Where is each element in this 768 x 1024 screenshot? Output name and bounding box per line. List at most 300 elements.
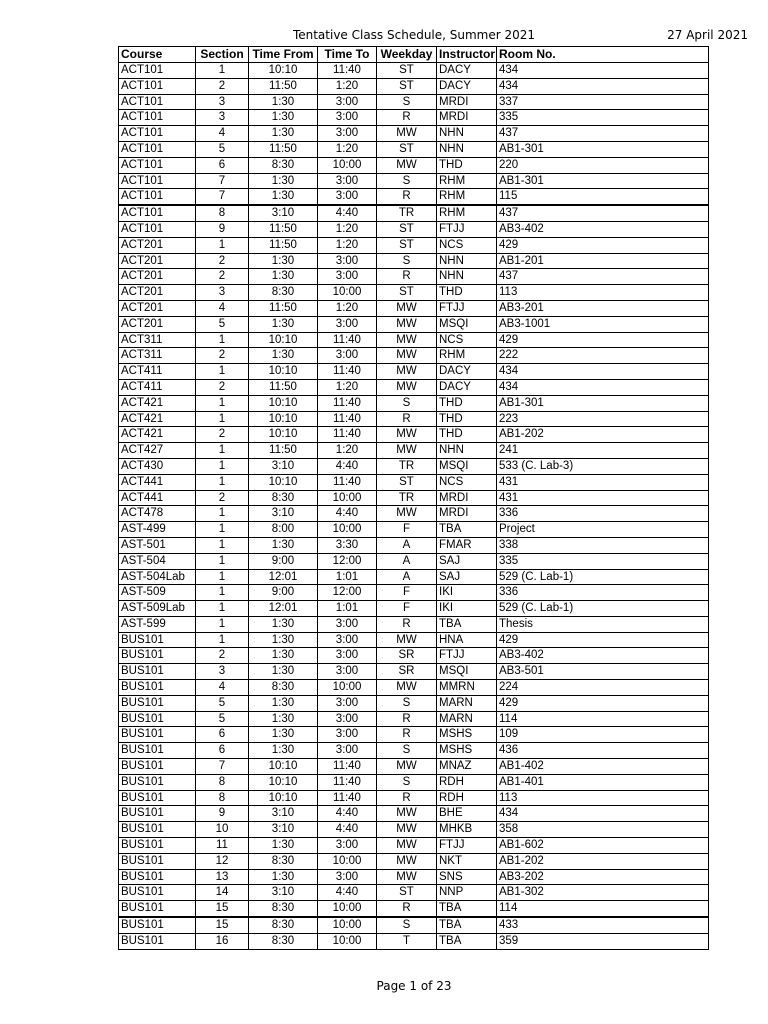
cell-time-to: 11:40 — [318, 411, 377, 427]
cell-room-no: 113 — [497, 790, 709, 806]
cell-room-no: 529 (C. Lab-1) — [497, 569, 709, 585]
cell-section: 2 — [196, 269, 249, 285]
cell-room-no: AB3-402 — [497, 648, 709, 664]
cell-instructor: NNP — [437, 885, 497, 901]
cell-time-from: 1:30 — [249, 110, 318, 126]
table-row — [119, 553, 709, 569]
cell-section: 1 — [196, 632, 249, 648]
cell-room-no: 429 — [497, 632, 709, 648]
cell-time-from: 1:30 — [249, 316, 318, 332]
cell-instructor: MNAZ — [437, 759, 497, 775]
cell-weekday: ST — [377, 78, 437, 94]
cell-section: 10 — [196, 822, 249, 838]
cell-section: 2 — [196, 348, 249, 364]
cell-weekday: R — [377, 411, 437, 427]
cell-time-from: 10:10 — [249, 759, 318, 775]
cell-room-no: 222 — [497, 348, 709, 364]
cell-instructor: NHN — [437, 253, 497, 269]
cell-section: 5 — [196, 711, 249, 727]
cell-instructor: MRDI — [437, 110, 497, 126]
cell-instructor: FTJJ — [437, 838, 497, 854]
cell-time-to: 10:00 — [318, 933, 377, 949]
cell-course: BUS101 — [119, 822, 196, 838]
cell-time-from: 1:30 — [249, 632, 318, 648]
table-row — [119, 173, 709, 189]
cell-time-to: 11:40 — [318, 63, 377, 79]
cell-weekday: MW — [377, 838, 437, 854]
cell-time-to: 4:40 — [318, 205, 377, 221]
cell-course: ACT101 — [119, 157, 196, 173]
document-title: Tentative Class Schedule, Summer 2021 — [292, 28, 536, 42]
table-row — [119, 348, 709, 364]
cell-time-from: 11:50 — [249, 443, 318, 459]
cell-weekday: ST — [377, 141, 437, 157]
cell-time-from: 9:00 — [249, 553, 318, 569]
table-row — [119, 506, 709, 522]
cell-room-no: 434 — [497, 78, 709, 94]
cell-section: 1 — [196, 443, 249, 459]
cell-time-to: 11:40 — [318, 474, 377, 490]
cell-instructor: FTJJ — [437, 300, 497, 316]
cell-time-to: 3:00 — [318, 727, 377, 743]
cell-section: 1 — [196, 332, 249, 348]
cell-instructor: RHM — [437, 348, 497, 364]
cell-room-no: 335 — [497, 110, 709, 126]
column-header-instructor: Instructor — [437, 47, 497, 63]
cell-weekday: R — [377, 901, 437, 917]
table-row — [119, 585, 709, 601]
cell-weekday: MW — [377, 806, 437, 822]
cell-section: 4 — [196, 300, 249, 316]
cell-instructor: SNS — [437, 869, 497, 885]
cell-course: ACT430 — [119, 458, 196, 474]
cell-room-no: 358 — [497, 822, 709, 838]
table-row — [119, 205, 709, 221]
table-row — [119, 253, 709, 269]
cell-time-to: 3:00 — [318, 269, 377, 285]
cell-weekday: R — [377, 110, 437, 126]
table-row — [119, 601, 709, 617]
cell-weekday: MW — [377, 822, 437, 838]
table-header — [119, 47, 709, 63]
cell-course: BUS101 — [119, 917, 196, 933]
cell-time-from: 10:10 — [249, 474, 318, 490]
cell-section: 1 — [196, 458, 249, 474]
cell-time-to: 10:00 — [318, 490, 377, 506]
cell-room-no: 429 — [497, 237, 709, 253]
column-header-weekday: Weekday — [377, 47, 437, 63]
column-header-section: Section — [196, 47, 249, 63]
table-row — [119, 157, 709, 173]
page-number: Page 1 of 23 — [376, 979, 452, 993]
cell-room-no: 434 — [497, 63, 709, 79]
table-row — [119, 885, 709, 901]
cell-time-from: 1:30 — [249, 616, 318, 632]
cell-section: 4 — [196, 126, 249, 142]
cell-course: AST-504 — [119, 553, 196, 569]
cell-course: BUS101 — [119, 869, 196, 885]
cell-weekday: MW — [377, 759, 437, 775]
cell-instructor: TBA — [437, 616, 497, 632]
cell-time-to: 11:40 — [318, 332, 377, 348]
cell-section: 7 — [196, 173, 249, 189]
cell-course: ACT201 — [119, 300, 196, 316]
cell-course: BUS101 — [119, 933, 196, 949]
cell-time-from: 3:10 — [249, 806, 318, 822]
cell-instructor: TBA — [437, 917, 497, 933]
cell-course: ACT101 — [119, 63, 196, 79]
table-row — [119, 711, 709, 727]
cell-time-from: 10:10 — [249, 63, 318, 79]
cell-room-no: 115 — [497, 189, 709, 205]
cell-course: ACT201 — [119, 285, 196, 301]
table-row — [119, 126, 709, 142]
cell-instructor: DACY — [437, 364, 497, 380]
column-header-time-to: Time To — [318, 47, 377, 63]
cell-weekday: MW — [377, 632, 437, 648]
cell-time-from: 8:30 — [249, 917, 318, 933]
cell-room-no: 431 — [497, 474, 709, 490]
cell-time-from: 8:30 — [249, 285, 318, 301]
cell-room-no: AB1-201 — [497, 253, 709, 269]
cell-time-from: 1:30 — [249, 348, 318, 364]
cell-weekday: S — [377, 743, 437, 759]
cell-instructor: FTJJ — [437, 221, 497, 237]
cell-time-to: 1:20 — [318, 443, 377, 459]
cell-section: 2 — [196, 78, 249, 94]
cell-time-from: 1:30 — [249, 838, 318, 854]
cell-instructor: HNA — [437, 632, 497, 648]
cell-time-from: 8:00 — [249, 522, 318, 538]
cell-time-to: 4:40 — [318, 885, 377, 901]
table-row — [119, 110, 709, 126]
cell-weekday: R — [377, 616, 437, 632]
cell-time-to: 11:40 — [318, 427, 377, 443]
cell-time-to: 3:00 — [318, 743, 377, 759]
cell-section: 1 — [196, 553, 249, 569]
cell-weekday: S — [377, 395, 437, 411]
cell-time-to: 3:00 — [318, 253, 377, 269]
cell-instructor: THD — [437, 427, 497, 443]
table-row — [119, 443, 709, 459]
cell-room-no: 529 (C. Lab-1) — [497, 601, 709, 617]
table-row — [119, 838, 709, 854]
column-header-course: Course — [119, 47, 196, 63]
cell-course: ACT427 — [119, 443, 196, 459]
cell-weekday: MW — [377, 364, 437, 380]
cell-time-to: 3:00 — [318, 664, 377, 680]
table-row — [119, 490, 709, 506]
cell-room-no: 220 — [497, 157, 709, 173]
cell-room-no: 436 — [497, 743, 709, 759]
table-row — [119, 269, 709, 285]
table-row — [119, 917, 709, 933]
cell-instructor: THD — [437, 411, 497, 427]
cell-time-to: 1:20 — [318, 78, 377, 94]
cell-weekday: T — [377, 933, 437, 949]
cell-weekday: SR — [377, 664, 437, 680]
cell-time-from: 1:30 — [249, 648, 318, 664]
cell-course: BUS101 — [119, 901, 196, 917]
cell-course: AST-509Lab — [119, 601, 196, 617]
cell-weekday: R — [377, 189, 437, 205]
cell-section: 1 — [196, 537, 249, 553]
table-row — [119, 411, 709, 427]
cell-time-to: 11:40 — [318, 759, 377, 775]
cell-time-to: 1:20 — [318, 141, 377, 157]
cell-room-no: AB1-301 — [497, 141, 709, 157]
cell-instructor: NCS — [437, 237, 497, 253]
cell-instructor: FMAR — [437, 537, 497, 553]
table-row — [119, 774, 709, 790]
cell-weekday: F — [377, 522, 437, 538]
cell-time-to: 11:40 — [318, 364, 377, 380]
cell-course: ACT101 — [119, 221, 196, 237]
cell-time-to: 3:00 — [318, 110, 377, 126]
cell-time-to: 3:00 — [318, 348, 377, 364]
table-row — [119, 364, 709, 380]
cell-section: 8 — [196, 774, 249, 790]
cell-room-no: AB3-501 — [497, 664, 709, 680]
cell-time-to: 3:00 — [318, 869, 377, 885]
cell-course: ACT101 — [119, 189, 196, 205]
cell-course: BUS101 — [119, 885, 196, 901]
cell-course: ACT478 — [119, 506, 196, 522]
cell-instructor: NCS — [437, 474, 497, 490]
cell-time-from: 9:00 — [249, 585, 318, 601]
cell-section: 5 — [196, 141, 249, 157]
cell-instructor: MRDI — [437, 506, 497, 522]
cell-section: 1 — [196, 506, 249, 522]
table-row — [119, 901, 709, 917]
cell-time-from: 8:30 — [249, 490, 318, 506]
cell-section: 9 — [196, 806, 249, 822]
cell-time-to: 10:00 — [318, 157, 377, 173]
cell-course: ACT201 — [119, 269, 196, 285]
cell-time-from: 11:50 — [249, 221, 318, 237]
cell-weekday: S — [377, 173, 437, 189]
cell-time-to: 3:00 — [318, 173, 377, 189]
class-schedule-table — [118, 46, 709, 950]
cell-time-to: 4:40 — [318, 458, 377, 474]
cell-course: ACT101 — [119, 126, 196, 142]
cell-course: BUS101 — [119, 680, 196, 696]
table-row — [119, 300, 709, 316]
cell-weekday: ST — [377, 237, 437, 253]
cell-section: 15 — [196, 917, 249, 933]
cell-weekday: S — [377, 695, 437, 711]
cell-course: ACT421 — [119, 411, 196, 427]
cell-time-from: 1:30 — [249, 537, 318, 553]
table-row — [119, 695, 709, 711]
cell-weekday: R — [377, 727, 437, 743]
table-row — [119, 933, 709, 949]
cell-room-no: 429 — [497, 332, 709, 348]
cell-room-no: 431 — [497, 490, 709, 506]
cell-section: 1 — [196, 364, 249, 380]
table-row — [119, 221, 709, 237]
cell-room-no: 337 — [497, 94, 709, 110]
table-row — [119, 285, 709, 301]
cell-section: 1 — [196, 569, 249, 585]
cell-course: ACT101 — [119, 78, 196, 94]
cell-time-from: 3:10 — [249, 458, 318, 474]
table-row — [119, 474, 709, 490]
cell-time-to: 3:00 — [318, 616, 377, 632]
cell-room-no: 241 — [497, 443, 709, 459]
cell-room-no: AB1-302 — [497, 885, 709, 901]
cell-time-from: 1:30 — [249, 94, 318, 110]
cell-room-no: 437 — [497, 126, 709, 142]
cell-course: BUS101 — [119, 711, 196, 727]
cell-weekday: SR — [377, 648, 437, 664]
cell-instructor: MSQI — [437, 316, 497, 332]
table-row — [119, 427, 709, 443]
table-row — [119, 632, 709, 648]
cell-time-to: 10:00 — [318, 917, 377, 933]
cell-weekday: R — [377, 269, 437, 285]
cell-room-no: 434 — [497, 379, 709, 395]
cell-time-from: 1:30 — [249, 664, 318, 680]
cell-instructor: DACY — [437, 63, 497, 79]
cell-instructor: THD — [437, 285, 497, 301]
cell-instructor: NHN — [437, 269, 497, 285]
cell-section: 1 — [196, 474, 249, 490]
cell-course: BUS101 — [119, 838, 196, 854]
cell-time-from: 12:01 — [249, 569, 318, 585]
cell-section: 1 — [196, 585, 249, 601]
document-date: 27 April 2021 — [667, 28, 748, 42]
cell-instructor: SAJ — [437, 569, 497, 585]
cell-weekday: ST — [377, 885, 437, 901]
cell-room-no: AB1-301 — [497, 395, 709, 411]
cell-weekday: ST — [377, 285, 437, 301]
cell-instructor: RHM — [437, 205, 497, 221]
cell-room-no: 336 — [497, 506, 709, 522]
cell-instructor: TBA — [437, 933, 497, 949]
cell-course: ACT101 — [119, 205, 196, 221]
cell-section: 1 — [196, 63, 249, 79]
cell-instructor: NCS — [437, 332, 497, 348]
table-body — [119, 63, 709, 950]
cell-time-to: 11:40 — [318, 774, 377, 790]
table-row — [119, 806, 709, 822]
cell-section: 16 — [196, 933, 249, 949]
table-row — [119, 395, 709, 411]
cell-section: 6 — [196, 727, 249, 743]
cell-room-no: AB1-602 — [497, 838, 709, 854]
cell-instructor: NHN — [437, 126, 497, 142]
cell-time-to: 1:20 — [318, 237, 377, 253]
cell-course: AST-499 — [119, 522, 196, 538]
cell-instructor: RHM — [437, 173, 497, 189]
table-row — [119, 822, 709, 838]
table-row — [119, 759, 709, 775]
cell-time-to: 12:00 — [318, 585, 377, 601]
cell-section: 2 — [196, 490, 249, 506]
cell-weekday: MW — [377, 443, 437, 459]
table-row — [119, 379, 709, 395]
cell-time-to: 1:01 — [318, 601, 377, 617]
cell-time-from: 1:30 — [249, 695, 318, 711]
cell-instructor: BHE — [437, 806, 497, 822]
table-row — [119, 727, 709, 743]
cell-weekday: MW — [377, 506, 437, 522]
table-row — [119, 790, 709, 806]
table-row — [119, 63, 709, 79]
table-row — [119, 664, 709, 680]
cell-section: 8 — [196, 205, 249, 221]
cell-time-from: 3:10 — [249, 205, 318, 221]
cell-section: 8 — [196, 790, 249, 806]
cell-weekday: ST — [377, 63, 437, 79]
table-row — [119, 141, 709, 157]
cell-room-no: 338 — [497, 537, 709, 553]
cell-course: ACT441 — [119, 490, 196, 506]
cell-time-from: 12:01 — [249, 601, 318, 617]
cell-course: ACT201 — [119, 316, 196, 332]
cell-section: 5 — [196, 695, 249, 711]
cell-room-no: 114 — [497, 711, 709, 727]
cell-time-to: 3:00 — [318, 648, 377, 664]
cell-section: 7 — [196, 759, 249, 775]
cell-instructor: TBA — [437, 901, 497, 917]
cell-time-to: 12:00 — [318, 553, 377, 569]
cell-instructor: MSHS — [437, 743, 497, 759]
cell-weekday: MW — [377, 126, 437, 142]
cell-weekday: A — [377, 569, 437, 585]
cell-section: 5 — [196, 316, 249, 332]
cell-instructor: NHN — [437, 141, 497, 157]
cell-time-from: 10:10 — [249, 332, 318, 348]
cell-time-to: 10:00 — [318, 680, 377, 696]
cell-course: AST-599 — [119, 616, 196, 632]
cell-weekday: MW — [377, 348, 437, 364]
cell-room-no: AB1-202 — [497, 427, 709, 443]
header-row — [119, 47, 709, 63]
cell-course: BUS101 — [119, 695, 196, 711]
cell-time-to: 1:20 — [318, 300, 377, 316]
cell-time-from: 1:30 — [249, 869, 318, 885]
cell-room-no: 429 — [497, 695, 709, 711]
cell-instructor: MSQI — [437, 664, 497, 680]
table-row — [119, 569, 709, 585]
cell-instructor: DACY — [437, 379, 497, 395]
cell-course: AST-504Lab — [119, 569, 196, 585]
cell-instructor: MSQI — [437, 458, 497, 474]
cell-room-no: AB1-202 — [497, 853, 709, 869]
cell-section: 1 — [196, 616, 249, 632]
cell-time-to: 1:20 — [318, 221, 377, 237]
cell-time-to: 3:30 — [318, 537, 377, 553]
cell-weekday: MW — [377, 316, 437, 332]
cell-time-to: 1:01 — [318, 569, 377, 585]
cell-instructor: THD — [437, 157, 497, 173]
cell-weekday: MW — [377, 680, 437, 696]
cell-time-to: 11:40 — [318, 395, 377, 411]
cell-weekday: TR — [377, 205, 437, 221]
cell-section: 3 — [196, 664, 249, 680]
cell-section: 2 — [196, 648, 249, 664]
table-row — [119, 648, 709, 664]
cell-weekday: R — [377, 790, 437, 806]
cell-instructor: NHN — [437, 443, 497, 459]
table-row — [119, 78, 709, 94]
cell-room-no: 437 — [497, 205, 709, 221]
table-row — [119, 853, 709, 869]
cell-section: 1 — [196, 411, 249, 427]
cell-course: BUS101 — [119, 790, 196, 806]
